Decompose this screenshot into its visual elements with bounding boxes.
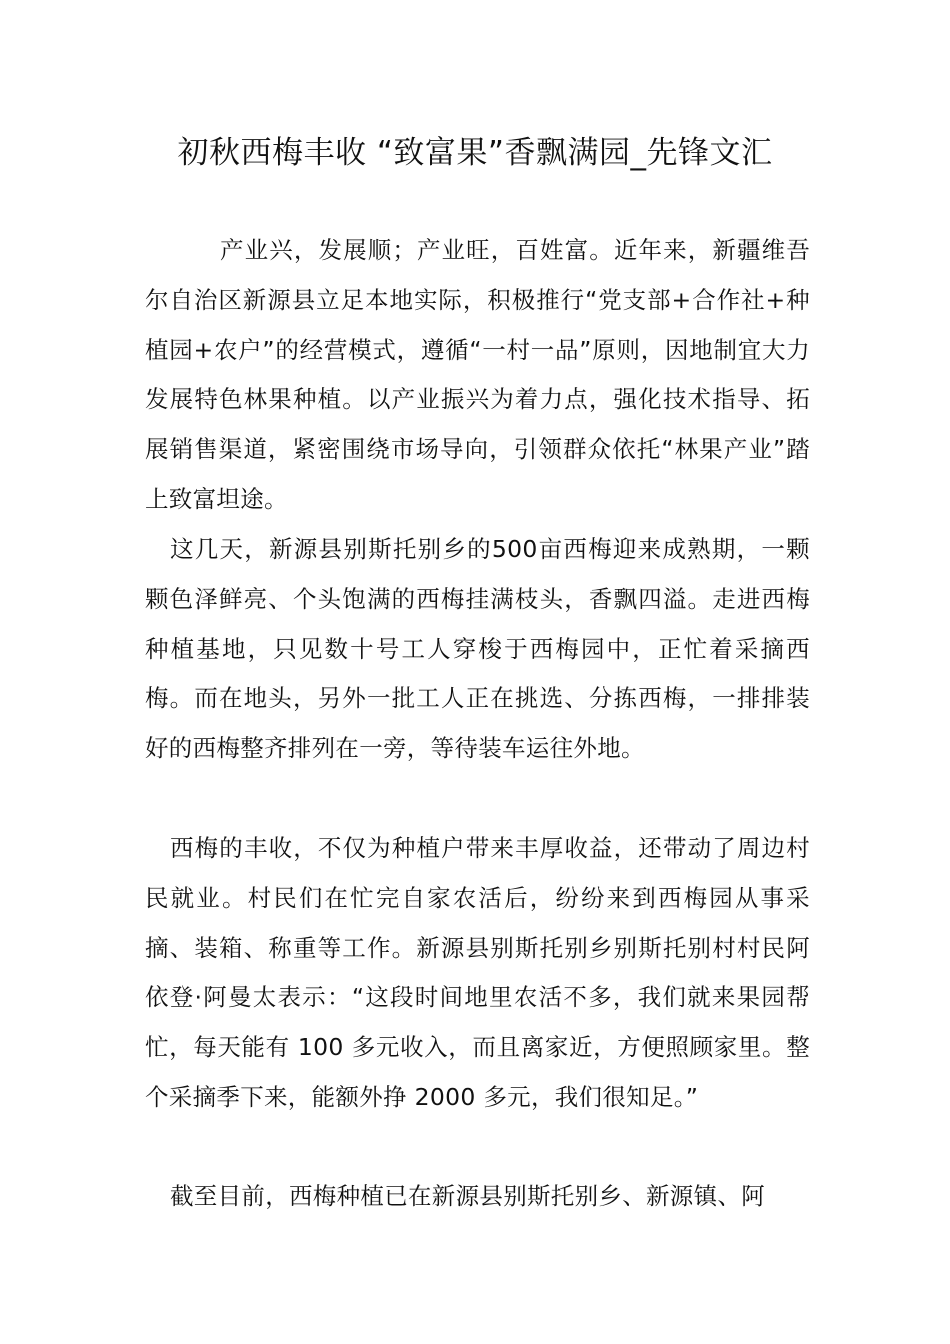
paragraph-3: 西梅的丰收，不仅为种植户带来丰厚收益，还带动了周边村民就业。村民们在忙完自家农活后，纷纷来到西梅园从事采摘、装箱、称重等工作。新源县别斯托别乡别斯托别村村民阿依登·阿曼太表示：“这段时间地里农活不多，我们就来果园帮忙，每天能有 100 多元收入，而且离家近，方便照顾家里。整个采摘季下来，能额外挣 2000 多元，我们很知足。” xyxy=(145,834,810,1111)
document-title: 初秋西梅丰收 “致富果”香飘满园_先锋文汇 xyxy=(177,135,773,171)
paragraph-1: 产业兴，发展顺；产业旺，百姓富。近年来，新疆维吾尔自治区新源县立足本地实际，积极推行“党支部+合作社+种植园+农户”的经营模式，遵循“一村一品”原则，因地制宜大力发展特色林果种植。以产业振兴为着力点，强化技术指导、拓展销售渠道，紧密围绕市场导向，引领群众依托“林果产业”踏上致富坦途。 xyxy=(145,236,810,513)
paragraph-2: 这几天，新源县别斯托别乡的500亩西梅迎来成熟期，一颗颗色泽鲜亮、个头饱满的西梅挂满枝头，香飘四溢。走进西梅种植基地，只见数十号工人穿梭于西梅园中，正忙着采摘西梅。而在地头，另外一批工人正在挑选、分拣西梅，一排排装好的西梅整齐排列在一旁，等待装车运往外地。 xyxy=(145,535,810,763)
paragraph-4: 截至目前，西梅种植已在新源县别斯托别乡、新源镇、阿 xyxy=(170,1182,765,1210)
